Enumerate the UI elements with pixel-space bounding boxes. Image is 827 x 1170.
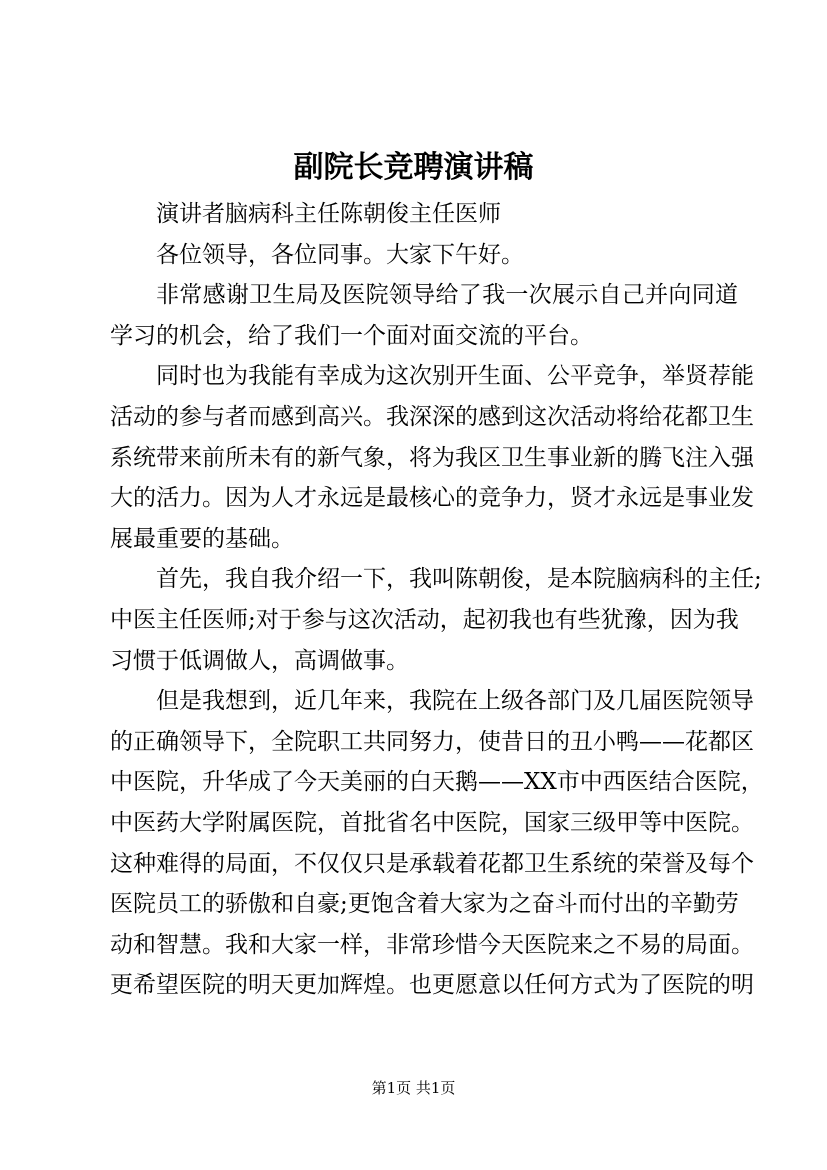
paragraph-line: 中医药大学附属医院，首批省名中医院，国家三级甲等中医院。 bbox=[110, 809, 754, 836]
paragraph-line: 同时也为我能有幸成为这次别开生面、公平竞争，举贤荐能 bbox=[156, 363, 754, 390]
page-number-footer: 第1页 共1页 bbox=[371, 1079, 456, 1097]
paragraph-line: 中医院，升华成了今天美丽的白天鹅——XX市中西医结合医院， bbox=[110, 769, 764, 796]
document-title: 副院长竞聘演讲稿 bbox=[293, 150, 534, 185]
paragraph-line: 活动的参与者而感到高兴。我深深的感到这次活动将给花都卫生 bbox=[110, 403, 754, 430]
paragraph-line: 医院员工的骄傲和自豪;更饱含着大家为之奋斗而付出的辛勤劳 bbox=[110, 891, 739, 918]
paragraph-line: 系统带来前所未有的新气象，将为我区卫生事业新的腾飞注入强 bbox=[110, 444, 754, 471]
paragraph-line: 学习的机会，给了我们一个面对面交流的平台。 bbox=[110, 322, 593, 349]
document-body bbox=[110, 194, 764, 1006]
greeting-line: 各位领导，各位同事。大家下午好。 bbox=[156, 241, 524, 268]
paragraph-line: 的正确领导下，全院职工共同努力，使昔日的丑小鸭——花都区 bbox=[110, 728, 754, 755]
speaker-line: 演讲者脑病科主任陈朝俊主任医师 bbox=[156, 201, 501, 227]
paragraph-line: 展最重要的基础。 bbox=[110, 525, 294, 552]
paragraph-line: 首先，我自我介绍一下，我叫陈朝俊，是本院脑病科的主任; bbox=[156, 566, 762, 593]
paragraph-line: 这种难得的局面，不仅仅只是承载着花都卫生系统的荣誉及每个 bbox=[110, 850, 754, 877]
paragraph-line: 中医主任医师;对于参与这次活动，起初我也有些犹豫，因为我 bbox=[110, 606, 739, 633]
paragraph-line: 动和智慧。我和大家一样，非常珍惜今天医院来之不易的局面。 bbox=[110, 931, 754, 958]
paragraph-line: 习惯于低调做人，高调做事。 bbox=[110, 647, 409, 674]
paragraph-line: 非常感谢卫生局及医院领导给了我一次展示自己并向同道 bbox=[156, 282, 738, 309]
paragraph-line: 更希望医院的明天更加辉煌。也更愿意以任何方式为了医院的明 bbox=[110, 972, 754, 999]
paragraph-line: 但是我想到，近几年来，我院在上级各部门及几届医院领导 bbox=[156, 688, 754, 715]
paragraph-line: 大的活力。因为人才永远是最核心的竞争力，贤才永远是事业发 bbox=[110, 485, 754, 512]
